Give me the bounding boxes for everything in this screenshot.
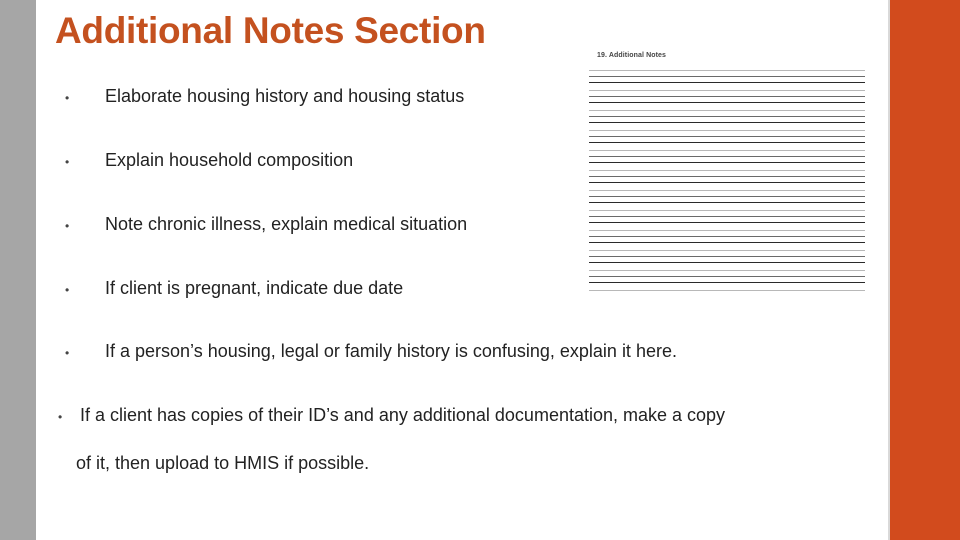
form-line	[589, 110, 865, 111]
form-line	[589, 242, 865, 243]
form-line	[589, 122, 865, 123]
form-line	[589, 130, 865, 131]
bullet-marker: •	[65, 155, 70, 169]
additional-notes-form-image	[585, 50, 867, 298]
bullet-item	[65, 150, 353, 171]
form-line	[589, 76, 865, 77]
bullet-text: If a person’s housing, legal or family history is confusing, explain it here.	[105, 341, 677, 361]
form-line	[589, 250, 865, 251]
bullet-item	[65, 86, 464, 107]
form-line	[589, 270, 865, 271]
form-line	[589, 230, 865, 231]
bullet-marker: •	[65, 219, 70, 233]
bullet-marker: •	[65, 91, 70, 105]
form-line	[589, 282, 865, 283]
form-line	[589, 116, 865, 117]
form-line	[589, 262, 865, 263]
form-line	[589, 202, 865, 203]
bullet-text-continuation: of it, then upload to HMIS if possible.	[76, 453, 370, 473]
form-line	[589, 82, 865, 83]
form-line	[589, 182, 865, 183]
bullet-marker: •	[65, 346, 70, 360]
bullet-item	[65, 341, 677, 362]
form-line	[589, 170, 865, 171]
bullet-item-final	[58, 405, 725, 426]
form-line	[589, 142, 865, 143]
form-line	[589, 216, 865, 217]
form-line	[589, 210, 865, 211]
form-line	[589, 162, 865, 163]
form-line	[589, 256, 865, 257]
bullet-marker: •	[58, 410, 63, 424]
form-line	[589, 290, 865, 291]
bullet-text: Note chronic illness, explain medical situation	[105, 214, 468, 234]
bullet-text: If a client has copies of their ID’s and any additional documentation, make a copy	[80, 405, 726, 425]
form-line	[589, 96, 865, 97]
form-heading: 19. Additional Notes	[597, 52, 667, 59]
bullet-item	[65, 214, 467, 235]
form-line	[589, 90, 865, 91]
bullet-text: If client is pregnant, indicate due date	[105, 278, 404, 298]
form-line	[589, 150, 865, 151]
form-line	[589, 236, 865, 237]
form-line	[589, 176, 865, 177]
form-line	[589, 70, 865, 71]
bullet-text: Explain household composition	[105, 150, 354, 170]
form-line	[589, 196, 865, 197]
form-line	[589, 190, 865, 191]
bullet-marker: •	[65, 283, 70, 297]
form-line	[589, 102, 865, 103]
form-line	[589, 222, 865, 223]
form-line	[589, 136, 865, 137]
form-line	[589, 156, 865, 157]
form-line	[589, 276, 865, 277]
bullet-text: Elaborate housing history and housing status	[105, 86, 465, 106]
bullet-item	[65, 278, 403, 299]
slide-title: Additional Notes Section	[55, 10, 486, 51]
